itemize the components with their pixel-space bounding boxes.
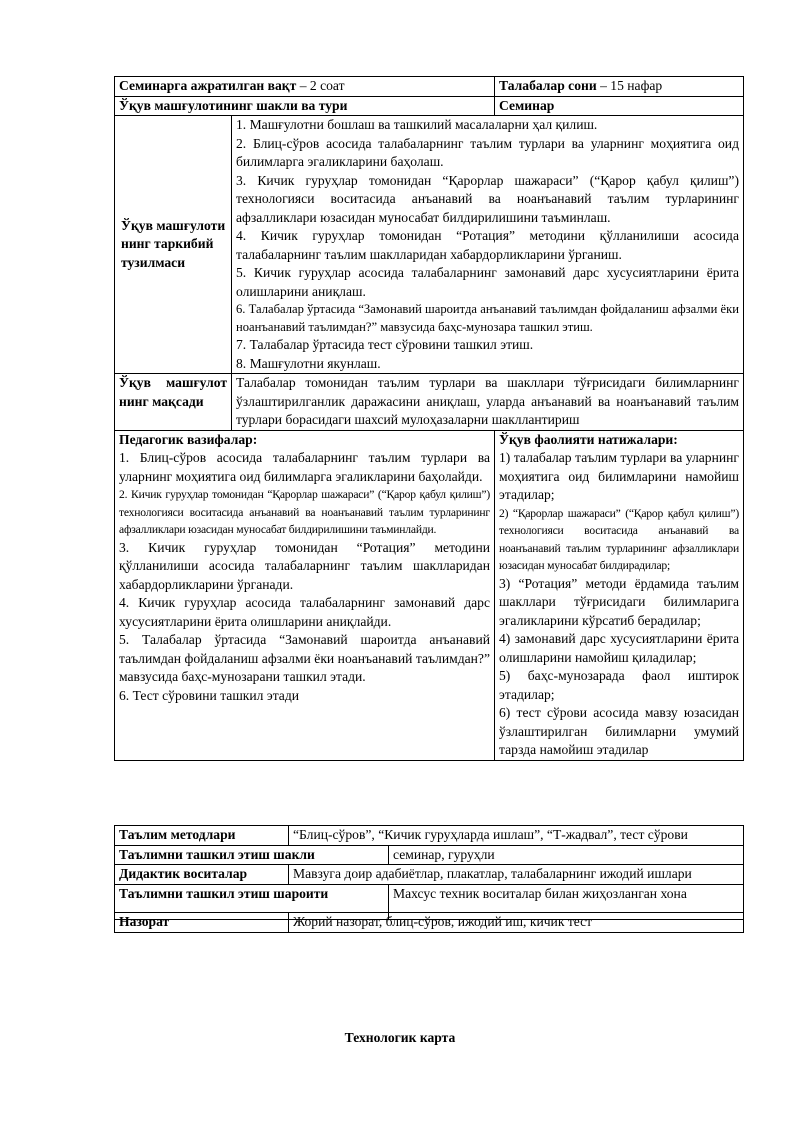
lesson-plan-table	[114, 76, 744, 761]
tasks-title: Педагогик вазифалар:	[119, 431, 258, 447]
results-cell	[495, 430, 744, 760]
structure-item: 5. Кичик гуруҳлар асосида талабаларнинг замонавий дарс хусусиятларини ёрита олишларини аниқлаш.	[236, 265, 739, 299]
details-table	[114, 825, 744, 920]
task-item: 2. Кичик гуруҳлар томонидан “Қарорлар шажараси” (“Қарор қабул қилиш”) технологияси воситасида анъанавий ва ноанъанавий таълим турларининг афзалликлари юзасидан муносабат билдирилишини таъминлайди.	[119, 488, 490, 536]
structure-item: 6. Талабалар ўртасида “Замонавий шароитда анъанавий таълимдан фойдаланиш афзалми ёки ноанъанавий таълимдан?” мавзусида баҳс-мунозара ташкил этиш.	[236, 302, 739, 334]
control-row	[115, 913, 744, 933]
structure-row	[115, 116, 744, 374]
control-table	[114, 912, 744, 933]
structure-item: 3. Кичик гуруҳлар томонидан “Қарорлар шажараси” (“Қарор қабул қилиш”) технологияси воситасида анъанавий ва ноанъанавий таълим турларининг афзалликлари юзасидан муносабат билдирилишини таъминлаш.	[236, 172, 739, 225]
goal-label: Ўқув машғулот нинг мақсади	[115, 374, 232, 431]
didactic-value: Мавзуга доир адабиётлар, плакатлар, талабаларнинг ижодий ишлари	[289, 865, 744, 885]
students-label: Талабалар сони	[499, 78, 597, 93]
header-row-2	[115, 96, 744, 116]
result-item: 6) тест сўрови асосида мавзу юзасидан ўзлаштирилган билимларни умумий тарзда намойиш этадилар	[499, 705, 739, 757]
time-cell	[115, 77, 495, 97]
students-cell	[495, 77, 744, 97]
goal-row	[115, 374, 744, 431]
structure-items	[232, 116, 744, 374]
result-item: 2) “Қарорлар шажараси” (“Қарор қабул қилиш”) технологияси воситасида анъанавий ва ноанъанавий таълим турларининг афзалликлари юзасидан муносабат билдирадилар;	[499, 506, 739, 572]
time-value: – 2 соат	[296, 78, 345, 93]
result-item: 1) талабалар таълим турлари ва уларнинг моҳиятига оид билимларини намойиш этадилар;	[499, 450, 739, 502]
tasks-results-row	[115, 430, 744, 760]
control-value: Жорий назорат, блиц-сўров, ижодий иш, кичик тест	[289, 913, 744, 933]
conditions-label: Таълимни ташкил этиш шароити	[115, 884, 389, 919]
tasks-cell	[115, 430, 495, 760]
task-item: 4. Кичик гуруҳлар асосида талабаларнинг замонавий дарс хусусиятларини ёрита олишларини аниқлайди.	[119, 595, 490, 629]
form-label: Ўқув машғулотининг шакли ва тури	[115, 96, 495, 116]
control-label: Назорат	[115, 913, 289, 933]
goal-text: Талабалар томонидан таълим турлари ва шакллари тўғрисидаги билимларнинг ўзлаштирилганлик даражасини аниқлаш, уларда анъанавий ва ноанъанавий таълим турлари борасидаги шахсий мулоҳазаларни шакллантириш	[232, 374, 744, 431]
time-label: Семинарга ажратилган вақт	[119, 78, 297, 93]
result-item: 3) “Ротация” методи ёрдамида таълим шакллари тўғрисидаги билимларига эгаликларини кўрсатиб берадилар;	[499, 575, 739, 628]
org-form-label: Таълимни ташкил этиш шакли	[115, 845, 389, 865]
task-item: 3. Кичик гуруҳлар томонидан “Ротация” методини қўлланилиши асосида талабаларнинг таълим шаклларидан хабардорликларини ўрганади.	[119, 539, 490, 592]
result-item: 4) замонавий дарс хусусиятларини ёрита олишларини намойиш қиладилар;	[499, 631, 739, 665]
structure-item: 1. Машғулотни бошлаш ва ташкилий масалаларни ҳал қилиш.	[236, 117, 598, 132]
results-title: Ўқув фаолияти натижалари:	[499, 431, 678, 447]
methods-label: Таълим методлари	[115, 826, 289, 846]
structure-item: 2. Блиц-сўров асосида талабаларнинг таълим турлари ва уларнинг моҳиятига оид билимларга эгаликларини баҳолаш.	[236, 135, 739, 169]
task-item: 6. Тест сўровини ташкил этади	[119, 687, 300, 703]
org-form-row	[115, 845, 744, 865]
structure-item: 8. Машғулотни якунлаш.	[236, 355, 381, 371]
didactic-label: Дидактик воситалар	[115, 865, 289, 885]
footer-title: Технологик карта	[344, 1030, 456, 1045]
task-item: 1. Блиц-сўров асосида талабаларнинг таълим турлари ва уларнинг моҳиятига оид билимларга эгаликларини баҳолайди.	[119, 450, 490, 484]
org-form-value: семинар, гуруҳли	[389, 845, 744, 865]
result-item: 5) баҳс-мунозарада фаол иштирок этадилар;	[499, 668, 739, 702]
conditions-value: Махсус техник воситалар билан жиҳозланган хона	[389, 884, 744, 919]
students-value: – 15 нафар	[596, 78, 663, 93]
header-row-1	[115, 77, 744, 97]
structure-label: Ўқув машғулоти нинг таркибий тузилмаси	[115, 116, 232, 374]
task-item: 5. Талабалар ўртасида “Замонавий шароитда анъанавий таълимдан фойдаланиш афзалми ёки ноанъанавий таълимдан?” мавзусида баҳс-мунозарани ташкил этади.	[119, 632, 490, 684]
methods-value: “Блиц-сўров”, “Кичик гуруҳларда ишлаш”, “Т-жадвал”, тест сўрови	[289, 826, 744, 846]
methods-row	[115, 826, 744, 846]
structure-item: 7. Талабалар ўртасида тест сўровини ташкил этиш.	[236, 337, 534, 352]
form-value: Семинар	[495, 96, 744, 116]
didactic-row	[115, 865, 744, 885]
structure-item: 4. Кичик гуруҳлар томонидан “Ротация” методини қўлланилиши асосида талабаларнинг таълим шаклларидан хабардорликларини ўрганиш.	[236, 228, 739, 262]
